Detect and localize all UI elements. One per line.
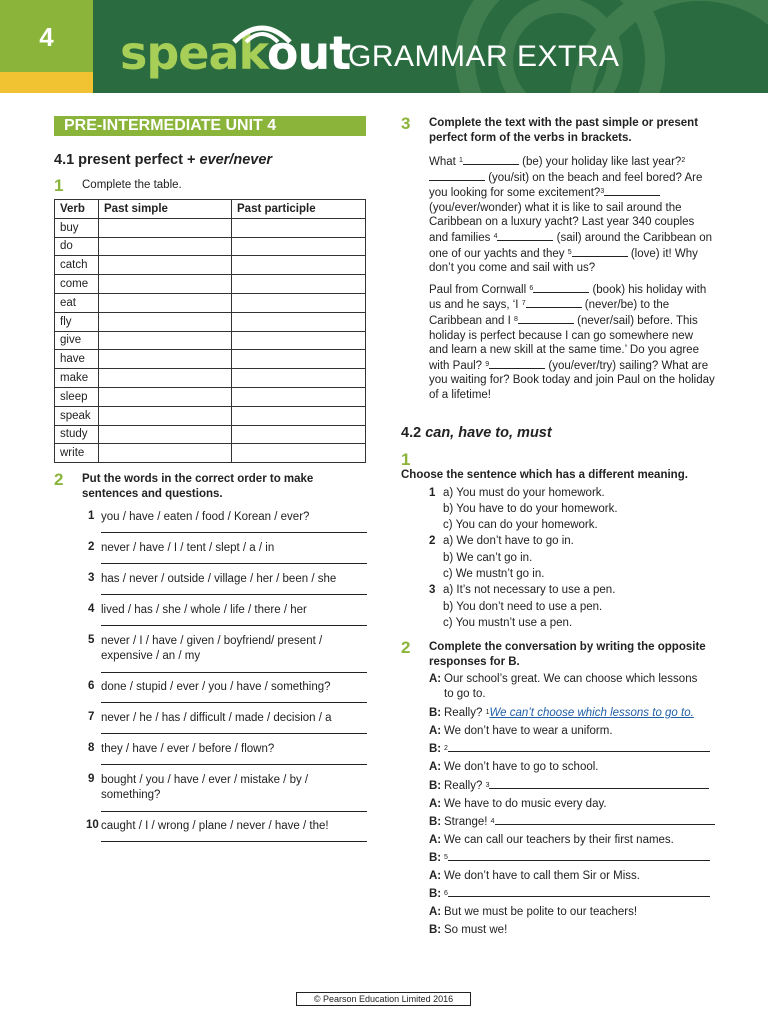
exercise-instruction: Choose the sentence which has a different meaning. [401, 468, 688, 481]
past-participle-answer-cell[interactable] [232, 425, 366, 444]
table-row [55, 444, 366, 463]
paragraph-text: (you/ever/wonder) what it is like to sail around the Caribbean on a luxury yacht? Last year 340 couples and families [429, 201, 695, 244]
line-text: We don’t have to go to school. [444, 761, 599, 774]
table-header-row [55, 200, 366, 219]
table-row [55, 312, 366, 331]
paragraph-text: (you/sit) on the beach and feel bored? Are you looking for some excitement? [429, 171, 703, 200]
item-words: they / have / ever / before / flown? [101, 743, 275, 756]
table-row [55, 218, 366, 237]
gap-number: 3 [485, 781, 490, 789]
gap-blank[interactable] [604, 185, 660, 196]
section-title-plain: 4.1 present perfect + [54, 152, 200, 168]
speaker-label: B: [429, 779, 442, 792]
exercise-number: 1 [54, 176, 64, 195]
item-words: never / have / I / tent / slept / a / in [101, 542, 275, 555]
page-title: GRAMMAR EXTRA [348, 40, 620, 73]
left-column [54, 116, 366, 852]
choice-option[interactable] [429, 582, 715, 598]
choice-option[interactable] [429, 550, 715, 566]
exercise-number: 2 [54, 470, 64, 490]
past-simple-answer-cell[interactable] [99, 312, 232, 331]
logo-speak: speak [120, 26, 267, 80]
item-words: has / never / outside / village / her / been / she [101, 573, 337, 586]
line-text: Strange! [444, 815, 491, 828]
option-text: a) You must do your homework. [443, 486, 605, 499]
gap-number: 6 [444, 890, 448, 898]
option-text: b) You have to do your homework. [443, 502, 618, 515]
item-words: caught / I / wrong / plane / never / have / the! [101, 820, 329, 833]
logo-signal-icon [226, 18, 298, 44]
past-participle-answer-cell[interactable] [232, 331, 366, 350]
verb-table [54, 199, 366, 463]
answer-line[interactable] [101, 532, 367, 533]
item-number: 9 [88, 773, 95, 786]
table-row [55, 350, 366, 369]
option-text: b) We can’t go in. [443, 551, 533, 564]
gap-number: 4 [493, 232, 498, 240]
table-row [55, 275, 366, 294]
past-simple-answer-cell[interactable] [99, 369, 232, 388]
past-simple-answer-cell[interactable] [99, 425, 232, 444]
verb-cell: study [55, 425, 99, 444]
past-participle-answer-cell[interactable] [232, 350, 366, 369]
line-text: So must we! [444, 924, 508, 937]
table-row [55, 387, 366, 406]
choice-option[interactable] [429, 517, 715, 533]
option-text: c) You can do your homework. [443, 519, 598, 532]
past-simple-answer-cell[interactable] [99, 218, 232, 237]
reorder-list [54, 502, 366, 852]
gap-blank[interactable] [489, 358, 545, 369]
paragraph-text: (book) his holiday with us and he says, ‘I [429, 283, 707, 312]
choice-option[interactable] [429, 485, 715, 501]
verb-cell: do [55, 237, 99, 256]
past-participle-answer-cell[interactable] [232, 293, 366, 312]
past-simple-answer-cell[interactable] [99, 444, 232, 463]
speaker-label: B: [429, 888, 442, 901]
answer-line[interactable] [489, 777, 709, 789]
paragraph-text: (never/be) to the Caribbean and I [429, 299, 670, 327]
gap-blank[interactable] [526, 297, 582, 308]
choice-option[interactable] [429, 566, 715, 582]
answer-line[interactable] [101, 841, 367, 842]
speaker-label: A: [429, 673, 442, 686]
unit-number-box [0, 0, 93, 93]
past-simple-answer-cell[interactable] [99, 350, 232, 369]
past-simple-answer-cell[interactable] [99, 237, 232, 256]
dialogue-line [429, 704, 715, 722]
answer-line[interactable] [101, 811, 367, 812]
answer-line[interactable] [448, 740, 710, 752]
dialogue-line [429, 777, 715, 795]
paragraph-text: (love) it! Why don’t you come and sail with us? [429, 247, 698, 275]
question-number: 3 [429, 584, 436, 597]
gap-number: 2 [681, 157, 686, 164]
item-number: 8 [88, 742, 95, 755]
paragraph-text: (you/ever/try) sailing? What are you waiting for? Book today and join Paul on the holiday of a lifetime! [429, 359, 715, 401]
past-simple-answer-cell[interactable] [99, 256, 232, 275]
line-text: Really? [444, 707, 486, 720]
exercise-2-heading [54, 472, 366, 502]
paragraph-text: Paul from Cornwall [429, 283, 530, 296]
exercise-number: 2 [401, 638, 411, 658]
past-simple-answer-cell[interactable] [99, 387, 232, 406]
exercise-instruction: Complete the table. [82, 179, 182, 191]
verb-cell: make [55, 369, 99, 388]
section-title-italic: can, have to, must [425, 424, 552, 441]
past-participle-answer-cell[interactable] [232, 406, 366, 425]
answer-line[interactable] [495, 813, 715, 825]
header-banner [0, 0, 768, 93]
gap-number: 6 [529, 284, 534, 292]
verb-cell: eat [55, 293, 99, 312]
verb-cell: fly [55, 312, 99, 331]
dialogue-line [429, 849, 715, 867]
item-number: 7 [88, 711, 95, 724]
item-words: never / I / have / given / boyfriend/ present / expensive / an / my [101, 635, 323, 663]
choice-option[interactable] [429, 615, 715, 631]
dialogue-line [429, 813, 715, 831]
answer-line[interactable] [101, 733, 367, 734]
gap-blank[interactable] [533, 282, 589, 293]
gap-blank[interactable] [497, 230, 553, 241]
past-participle-answer-cell[interactable] [232, 369, 366, 388]
choice-list [401, 485, 715, 632]
section-title-plain: 4.2 [401, 424, 426, 441]
answer-line[interactable] [448, 885, 710, 897]
gap-number: 1 [459, 157, 463, 164]
verb-cell: come [55, 275, 99, 294]
speaker-label: A: [429, 833, 442, 846]
gap-number: 3 [600, 188, 605, 196]
unit-number: 4 [39, 22, 54, 52]
answer-line[interactable] [101, 764, 367, 765]
table-row [55, 425, 366, 444]
dialogue-line [429, 722, 715, 740]
past-simple-answer-cell[interactable] [99, 275, 232, 294]
text-paragraph-1 [401, 154, 715, 276]
gap-blank[interactable] [429, 170, 485, 181]
item-words: lived / has / she / whole / life / there / her [101, 604, 307, 617]
exercise-1-heading [54, 178, 366, 194]
table-row [55, 369, 366, 388]
gap-number: 1 [485, 709, 490, 717]
dialogue-line [429, 740, 715, 758]
speaker-label: A: [429, 906, 442, 919]
item-number: 1 [88, 510, 95, 523]
gap-blank[interactable] [518, 313, 574, 324]
dialogue-line [429, 795, 715, 813]
choice-option[interactable] [429, 599, 715, 615]
speaker-label: B: [429, 815, 442, 828]
section-title-italic: ever/never [199, 152, 273, 168]
option-text: c) You mustn’t use a pen. [443, 616, 573, 629]
speaker-label: A: [429, 761, 442, 774]
section-title-4-2 [401, 425, 715, 441]
verb-cell: buy [55, 218, 99, 237]
item-number: 6 [88, 680, 95, 693]
verb-cell: give [55, 331, 99, 350]
paragraph-text: What [429, 156, 460, 168]
section-title-4-1 [54, 152, 366, 168]
speaker-label: A: [429, 725, 442, 738]
right-column [401, 116, 715, 939]
example-answer: We can’t choose which lessons to go to. [489, 707, 694, 720]
exercise-4-heading [401, 449, 715, 483]
answer-line[interactable] [101, 672, 367, 673]
answer-line[interactable] [448, 849, 710, 861]
line-text: We don’t have to wear a uniform. [444, 725, 613, 738]
exercise-instruction: Complete the text with the past simple or present perfect form of the verbs in brackets. [429, 117, 699, 144]
conversation [401, 672, 715, 939]
past-participle-answer-cell[interactable] [232, 256, 366, 275]
item-words: done / stupid / ever / you / have / something? [101, 681, 331, 694]
exercise-number: 1 [401, 449, 411, 469]
dialogue-line [429, 885, 715, 903]
past-participle-answer-cell[interactable] [232, 387, 366, 406]
gap-blank[interactable] [572, 246, 628, 257]
line-text: But we must be polite to our teachers! [444, 906, 638, 919]
line-text: Our school’s great. We can choose which lessons to go to. [444, 673, 698, 700]
header-verb: Verb [55, 200, 99, 219]
past-participle-answer-cell[interactable] [232, 312, 366, 331]
line-text: We have to do music every day. [444, 797, 607, 810]
dialogue-line [429, 903, 715, 921]
item-number: 3 [88, 572, 95, 585]
verb-cell: sleep [55, 387, 99, 406]
speaker-label: B: [429, 707, 442, 720]
speaker-label: B: [429, 924, 442, 937]
exercise-3-heading [401, 116, 715, 146]
table-row [55, 237, 366, 256]
past-participle-answer-cell[interactable] [232, 218, 366, 237]
speaker-label: B: [429, 743, 442, 756]
answer-line[interactable] [101, 594, 367, 595]
paragraph-text: (never/sail) before. This holiday is perfect because I can go somewhere new and learn a new skill at the same time.’ Do you agree with Paul? [429, 314, 699, 372]
answer-line[interactable] [101, 625, 367, 626]
item-words: never / he / has / difficult / made / decision / a [101, 712, 332, 725]
exercise-5-heading [401, 640, 715, 670]
speaker-label: B: [429, 851, 442, 864]
exercise-instruction: Put the words in the correct order to make sentences and questions. [82, 473, 314, 501]
item-words: you / have / eaten / food / Korean / ever? [101, 511, 310, 524]
gap-number: 5 [444, 853, 448, 861]
gap-number: 2 [444, 745, 448, 753]
option-text: c) We mustn’t go in. [443, 567, 545, 580]
item-number: 10 [86, 819, 99, 832]
item-number: 2 [88, 541, 95, 554]
gap-number: 9 [485, 360, 490, 368]
answer-line[interactable] [101, 563, 367, 564]
gap-number: 7 [521, 300, 526, 308]
option-text: b) You don’t need to use a pen. [443, 600, 603, 613]
header-past-simple: Past simple [99, 200, 232, 219]
item-number: 4 [88, 603, 95, 616]
gap-number: 5 [567, 248, 572, 256]
logo-out: out [266, 26, 351, 80]
question-number: 2 [429, 535, 436, 548]
verb-cell: have [55, 350, 99, 369]
question-number: 1 [429, 486, 436, 499]
table-row [55, 406, 366, 425]
past-simple-answer-cell[interactable] [99, 331, 232, 350]
choice-option[interactable] [429, 533, 715, 549]
speaker-label: A: [429, 870, 442, 883]
option-text: a) We don’t have to go in. [443, 535, 574, 548]
table-row [55, 293, 366, 312]
paragraph-text: (sail) around the Caribbean on one of our yachts and they [429, 231, 713, 260]
line-text: Really? [444, 779, 486, 792]
header-past-participle: Past participle [232, 200, 366, 219]
line-text: We don’t have to call them Sir or Miss. [444, 870, 640, 883]
dialogue-line [429, 921, 715, 939]
text-paragraph-2 [401, 282, 715, 403]
table-row [55, 256, 366, 275]
option-text: a) It’s not necessary to use a pen. [443, 584, 616, 597]
verb-cell: catch [55, 256, 99, 275]
past-participle-answer-cell[interactable] [232, 237, 366, 256]
dialogue-line [429, 758, 715, 776]
choice-option[interactable] [429, 501, 715, 517]
line-text: We can call our teachers by their first names. [444, 833, 674, 846]
copyright-footer: © Pearson Education Limited 2016 [296, 992, 471, 1006]
exercise-number: 3 [401, 114, 411, 133]
dialogue-line [429, 831, 715, 849]
table-row [55, 331, 366, 350]
gap-blank[interactable] [463, 154, 519, 165]
item-words: bought / you / have / ever / mistake / by / something? [101, 774, 309, 802]
gap-number: 4 [490, 817, 495, 825]
item-number: 5 [88, 634, 95, 647]
verb-cell: write [55, 444, 99, 463]
dialogue-line [429, 867, 715, 885]
past-participle-answer-cell[interactable] [232, 444, 366, 463]
exercise-instruction: Complete the conversation by writing the opposite responses for B. [429, 641, 706, 669]
past-simple-answer-cell[interactable] [99, 406, 232, 425]
answer-line[interactable] [101, 702, 367, 703]
paragraph-text: (be) your holiday like last year? [518, 156, 682, 168]
gap-number: 8 [514, 315, 518, 323]
dialogue-line [429, 672, 715, 701]
unit-bar: PRE-INTERMEDIATE UNIT 4 [54, 116, 366, 136]
verb-cell: speak [55, 406, 99, 425]
past-participle-answer-cell[interactable] [232, 275, 366, 294]
speaker-label: A: [429, 797, 442, 810]
past-simple-answer-cell[interactable] [99, 293, 232, 312]
